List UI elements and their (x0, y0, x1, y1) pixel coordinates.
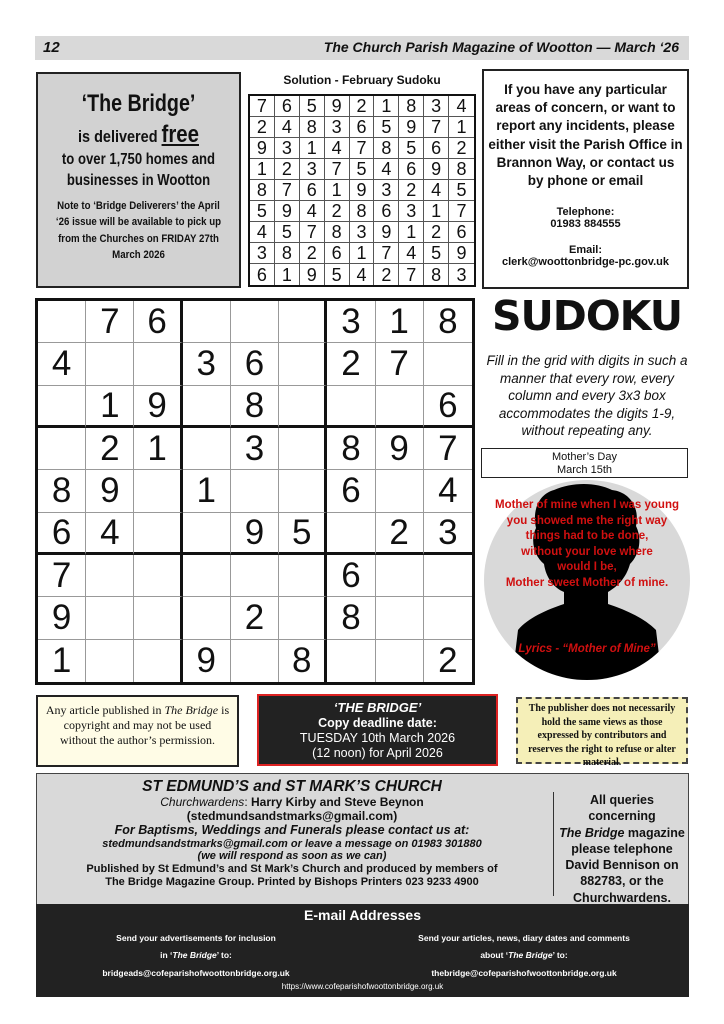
sudoku-empty-cell[interactable] (231, 555, 279, 597)
sudoku-given-cell[interactable]: 8 (38, 470, 86, 512)
sudoku-empty-cell[interactable] (38, 386, 86, 428)
solution-cell: 1 (449, 117, 474, 138)
sudoku-empty-cell[interactable] (134, 555, 182, 597)
solution-cell: 5 (250, 201, 275, 222)
wardens-label: Churchwardens (160, 794, 245, 809)
solution-cell: 9 (449, 243, 474, 264)
bridge-title: ‘The Bridge’ (81, 90, 196, 117)
solution-title: Solution - February Sudoku (283, 73, 441, 87)
ads-line2-prefix: in ‘ (160, 950, 173, 961)
sudoku-empty-cell[interactable] (279, 428, 327, 470)
sudoku-empty-cell[interactable] (327, 386, 375, 428)
poem-line: would I be, (557, 561, 617, 574)
sudoku-given-cell[interactable]: 1 (86, 386, 134, 428)
telephone-number: 01983 884555 (550, 218, 621, 231)
mothers-day-poem (490, 498, 684, 591)
sudoku-empty-cell[interactable] (327, 513, 375, 555)
solution-cell: 4 (250, 222, 275, 243)
sudoku-given-cell[interactable]: 9 (38, 597, 86, 639)
queries-prefix: All queries concerning (588, 793, 656, 824)
mothers-day-date: March 15th (556, 464, 613, 477)
sudoku-empty-cell[interactable] (183, 597, 231, 639)
ads-line1: Send your advertisements for inclusion (116, 933, 276, 943)
solution-cell: 7 (424, 117, 449, 138)
sudoku-given-cell[interactable]: 7 (38, 555, 86, 597)
sudoku-given-cell[interactable]: 9 (183, 640, 231, 682)
sudoku-given-cell[interactable]: 4 (424, 470, 472, 512)
articles-line2-prefix: about ‘ (480, 950, 509, 961)
sudoku-given-cell[interactable]: 5 (279, 513, 327, 555)
sudoku-empty-cell[interactable] (183, 301, 231, 343)
solution-cell: 1 (350, 243, 375, 264)
sudoku-empty-cell[interactable] (86, 597, 134, 639)
solution-cell: 3 (399, 201, 424, 222)
mothers-day-box (481, 448, 688, 478)
articles-line2 (384, 947, 664, 964)
churchwardens (37, 796, 547, 810)
solution-cell: 8 (449, 159, 474, 180)
queries-magazine: The Bridge (559, 825, 625, 840)
solution-cell: 1 (250, 159, 275, 180)
contact-email[interactable]: clerk@woottonbridge-pc.gov.uk (502, 256, 669, 269)
articles-email[interactable]: thebridge@cofeparishofwoottonbridge.org.uk (431, 967, 617, 978)
sudoku-empty-cell[interactable] (327, 640, 375, 682)
solution-cell: 4 (350, 264, 375, 285)
publisher-disclaimer: The publisher does not necessarily hold the same views as those expressed by contributors and reserves the right to refuse or alter material. (516, 697, 688, 764)
sudoku-empty-cell[interactable] (134, 597, 182, 639)
delivered-text: is delivered (78, 126, 162, 146)
articles-line2-suffix: ’ to: (552, 950, 568, 961)
bridge-homes-line: to over 1,750 homes and (61, 151, 216, 169)
solution-cell: 8 (350, 201, 375, 222)
church-name: ST EDMUND’S and ST MARK’S CHURCH (142, 778, 442, 795)
sudoku-empty-cell[interactable] (376, 386, 424, 428)
solution-grid (248, 94, 476, 287)
mothers-day-title: Mother’s Day (551, 451, 617, 463)
sudoku-empty-cell[interactable] (279, 301, 327, 343)
solution-cell: 9 (275, 201, 300, 222)
solution-cell: 7 (374, 243, 399, 264)
sudoku-given-cell[interactable]: 7 (376, 343, 424, 385)
deliverers-note: Note to ‘Bridge Deliverers’ the April ‘26 issue will be available to pick up from the Churches on FRIDAY 27th March 2026 (55, 199, 222, 262)
poem-line: things had to be done, (525, 530, 649, 543)
solution-cell: 5 (350, 159, 375, 180)
deadline-time: (12 noon) for April 2026 (312, 745, 443, 760)
sudoku-empty-cell[interactable] (231, 640, 279, 682)
sudoku-given-cell[interactable]: 1 (183, 470, 231, 512)
sudoku-empty-cell[interactable] (279, 597, 327, 639)
vertical-divider (553, 792, 554, 896)
solution-cell: 8 (250, 180, 275, 201)
baptisms-heading: For Baptisms, Weddings and Funerals please contact us at: (114, 823, 470, 838)
sudoku-given-cell[interactable]: 1 (38, 640, 86, 682)
poem-line: Mother of mine when I was young (494, 499, 679, 511)
page-number: 12 (43, 39, 60, 56)
sudoku-given-cell[interactable]: 3 (327, 301, 375, 343)
articles-column (384, 930, 664, 982)
sudoku-given-cell[interactable]: 7 (424, 428, 472, 470)
sudoku-empty-cell[interactable] (183, 555, 231, 597)
solution-cell: 9 (374, 222, 399, 243)
sudoku-empty-cell[interactable] (376, 640, 424, 682)
solution-cell: 6 (325, 243, 350, 264)
solution-cell: 5 (300, 96, 325, 117)
solution-cell: 6 (350, 117, 375, 138)
parish-contact-box (482, 69, 689, 289)
sudoku-given-cell[interactable]: 7 (86, 301, 134, 343)
solution-cell: 6 (424, 138, 449, 159)
solution-cell: 7 (449, 201, 474, 222)
sudoku-empty-cell[interactable] (279, 343, 327, 385)
sudoku-given-cell[interactable]: 2 (438, 641, 458, 681)
sudoku-empty-cell[interactable] (134, 343, 182, 385)
solution-cell: 2 (325, 201, 350, 222)
sudoku-given-cell[interactable]: 9 (134, 386, 182, 428)
sudoku-given-cell[interactable]: 6 (327, 555, 375, 597)
solution-cell: 1 (399, 222, 424, 243)
sudoku-given-cell[interactable]: 8 (279, 640, 327, 682)
solution-cell: 9 (350, 180, 375, 201)
solution-cell: 4 (424, 180, 449, 201)
solution-cell: 2 (399, 180, 424, 201)
solution-cell: 3 (250, 243, 275, 264)
sudoku-given-cell[interactable]: 6 (134, 301, 182, 343)
solution-cell: 7 (399, 264, 424, 285)
solution-cell: 8 (374, 138, 399, 159)
copyright-magazine: The Bridge (164, 703, 219, 717)
solution-cell: 9 (300, 264, 325, 285)
magazine-title: The Church Parish Magazine of Wootton — March ‘26 (323, 39, 679, 55)
solution-cell: 7 (275, 180, 300, 201)
poem-line: Mother sweet Mother of mine. (505, 576, 669, 589)
sudoku-empty-cell[interactable] (424, 555, 472, 597)
sudoku-given-cell[interactable]: 9 (231, 513, 279, 555)
solution-cell: 9 (399, 117, 424, 138)
ads-line2-suffix: ’ to: (216, 950, 232, 961)
sudoku-empty-cell[interactable] (231, 301, 279, 343)
solution-cell: 8 (275, 243, 300, 264)
page-header (35, 36, 689, 60)
solution-cell: 1 (300, 138, 325, 159)
church-info-box (36, 773, 689, 911)
bridge-delivery-box (36, 72, 241, 288)
solution-cell: 6 (275, 96, 300, 117)
solution-cell: 7 (300, 222, 325, 243)
contact-text: If you have any particular areas of concern, or want to report any incidents, please either visit the Parish Office in Brannon Way, or contact us by phone or email (488, 82, 683, 189)
solution-cell: 3 (300, 159, 325, 180)
bridge-businesses-line: businesses in Wootton (66, 171, 211, 189)
wardens-email[interactable]: (stedmundsandstmarks@gmail.com) (186, 808, 398, 823)
solution-cell: 5 (275, 222, 300, 243)
sudoku-given-cell[interactable]: 2 (86, 428, 134, 470)
solution-cell: 4 (275, 117, 300, 138)
solution-cell: 7 (350, 138, 375, 159)
articles-line2-magazine: The Bridge (508, 950, 553, 961)
copy-deadline-box (257, 694, 498, 766)
sudoku-empty-cell[interactable] (86, 343, 134, 385)
sudoku-given-cell[interactable]: 8 (327, 597, 375, 639)
sudoku-empty-cell[interactable] (134, 513, 182, 555)
solution-cell: 8 (325, 222, 350, 243)
sudoku-given-cell[interactable]: 1 (134, 428, 182, 470)
telephone-label: Telephone: (556, 206, 615, 219)
solution-cell: 4 (374, 159, 399, 180)
solution-cell: 8 (399, 96, 424, 117)
sudoku-given-cell[interactable]: 2 (231, 597, 279, 639)
solution-cell: 4 (300, 201, 325, 222)
copyright-suffix: is copyright and may not be used without the author’s permission. (59, 703, 230, 747)
sudoku-given-cell[interactable]: 6 (327, 470, 375, 512)
sudoku-given-cell[interactable]: 3 (231, 428, 279, 470)
solution-cell: 6 (449, 222, 474, 243)
sudoku-given-cell[interactable]: 6 (424, 386, 472, 428)
solution-cell: 9 (250, 138, 275, 159)
sudoku-given-cell[interactable]: 4 (38, 343, 86, 385)
ads-line2-magazine: The Bridge (172, 950, 217, 961)
sudoku-given-cell[interactable]: 3 (424, 513, 472, 555)
sudoku-puzzle-grid (35, 298, 475, 685)
free-text: free (161, 120, 199, 148)
sudoku-empty-cell[interactable] (183, 428, 231, 470)
sudoku-heading: SUDOKU (491, 292, 683, 340)
sudoku-given-cell[interactable]: 8 (231, 386, 279, 428)
solution-cell: 5 (374, 117, 399, 138)
sudoku-instructions: Fill in the grid with digits in such a manner that every row, every column and every 3x3 box accommodates the digits 1-9, without repeating any. (486, 353, 688, 439)
sudoku-given-cell[interactable]: 2 (376, 513, 424, 555)
baptisms-contact: stedmundsandstmarks@gmail.com or leave a message on 01983 301880 (102, 837, 482, 850)
sudoku-empty-cell[interactable] (376, 597, 424, 639)
solution-cell: 4 (325, 138, 350, 159)
sudoku-empty-cell[interactable] (279, 386, 327, 428)
solution-cell: 5 (449, 180, 474, 201)
solution-cell: 6 (300, 180, 325, 201)
solution-cell: 3 (275, 138, 300, 159)
solution-cell: 2 (350, 96, 375, 117)
solution-cell: 4 (399, 243, 424, 264)
bridge-delivered-line (53, 121, 224, 149)
solution-cell: 6 (399, 159, 424, 180)
sudoku-empty-cell[interactable] (376, 555, 424, 597)
solution-cell: 1 (424, 201, 449, 222)
poem-line: you showed me the right way (506, 514, 668, 527)
solution-cell: 1 (325, 180, 350, 201)
church-details (37, 778, 547, 888)
deadline-title: ‘THE BRIDGE’ (333, 700, 422, 715)
sudoku-empty-cell[interactable] (183, 386, 231, 428)
copyright-notice (36, 695, 239, 767)
email-label: Email: (568, 244, 602, 257)
wardens-colon: : (244, 794, 251, 809)
poem-credit: Lyrics - “Mother of Mine” (518, 643, 656, 655)
solution-cell: 2 (250, 117, 275, 138)
articles-line1: Send your articles, news, diary dates and comments (418, 933, 630, 943)
solution-cell: 9 (424, 159, 449, 180)
solution-cell: 2 (424, 222, 449, 243)
solution-cell: 7 (325, 159, 350, 180)
solution-cell: 8 (300, 117, 325, 138)
sudoku-given-cell[interactable]: 8 (424, 301, 472, 343)
sudoku-empty-cell[interactable] (183, 513, 231, 555)
sudoku-given-cell[interactable]: 9 (86, 470, 134, 512)
solution-cell: 2 (449, 138, 474, 159)
email-heading: E-mail Addresses (304, 907, 421, 923)
queries-suffix: magazine please telephone David Bennison on 882783, or the Churchwardens. (565, 825, 685, 905)
sudoku-given-cell[interactable]: 4 (86, 513, 134, 555)
published-by: Published by St Edmund’s and St Mark’s Church and produced by members of (86, 863, 498, 876)
queries-info (557, 792, 687, 906)
solution-cell: 5 (325, 264, 350, 285)
solution-cell: 3 (424, 96, 449, 117)
deadline-label: Copy deadline date: (318, 715, 437, 730)
sudoku-empty-cell[interactable] (279, 470, 327, 512)
solution-cell: 3 (350, 222, 375, 243)
solution-cell: 9 (325, 96, 350, 117)
sudoku-given-cell[interactable]: 1 (376, 301, 424, 343)
advertisements-column (66, 930, 326, 982)
sudoku-empty-cell[interactable] (376, 470, 424, 512)
sudoku-given-cell[interactable]: 8 (327, 428, 375, 470)
solution-cell: 6 (250, 264, 275, 285)
email-addresses-box (36, 904, 689, 997)
sudoku-empty-cell[interactable] (134, 470, 182, 512)
solution-cell: 8 (424, 264, 449, 285)
solution-cell: 3 (325, 117, 350, 138)
poem-line: without your love where (521, 545, 653, 558)
wardens-names: Harry Kirby and Steve Beynon (250, 794, 424, 809)
solution-cell: 3 (456, 264, 467, 285)
solution-cell: 2 (275, 159, 300, 180)
solution-cell: 5 (399, 138, 424, 159)
sudoku-given-cell[interactable]: 6 (38, 513, 86, 555)
sudoku-empty-cell[interactable] (134, 640, 182, 682)
sudoku-empty-cell[interactable] (38, 428, 86, 470)
sudoku-empty-cell[interactable] (86, 640, 134, 682)
solution-cell: 3 (374, 180, 399, 201)
sudoku-empty-cell[interactable] (424, 597, 472, 639)
sudoku-given-cell[interactable]: 9 (376, 428, 424, 470)
solution-cell: 2 (300, 243, 325, 264)
copyright-prefix: Any article published in (45, 703, 165, 717)
solution-cell: 5 (424, 243, 449, 264)
sudoku-empty-cell[interactable] (279, 555, 327, 597)
ads-line2 (66, 947, 326, 964)
solution-cell: 2 (374, 264, 399, 285)
website-link[interactable]: https://www.cofeparishofwoottonbridge.org.uk (281, 982, 444, 991)
ads-email[interactable]: bridgeads@cofeparishofwoottonbridge.org.uk (102, 967, 290, 978)
sudoku-empty-cell[interactable] (424, 343, 472, 385)
respond-note: (we will respond as soon as we can) (197, 850, 387, 863)
sudoku-empty-cell[interactable] (38, 301, 86, 343)
sudoku-empty-cell[interactable] (231, 470, 279, 512)
sudoku-given-cell[interactable]: 2 (327, 343, 375, 385)
solution-cell: 1 (275, 264, 300, 285)
solution-cell: 7 (250, 96, 275, 117)
solution-cell: 6 (374, 201, 399, 222)
sudoku-empty-cell[interactable] (86, 555, 134, 597)
printed-by: The Bridge Magazine Group. Printed by Bishops Printers 023 9233 4900 (105, 875, 479, 888)
deadline-date: TUESDAY 10th March 2026 (299, 730, 456, 745)
solution-cell: 4 (449, 96, 474, 117)
sudoku-given-cell[interactable]: 3 (183, 343, 231, 385)
solution-cell: 1 (374, 96, 399, 117)
sudoku-given-cell[interactable]: 6 (231, 343, 279, 385)
